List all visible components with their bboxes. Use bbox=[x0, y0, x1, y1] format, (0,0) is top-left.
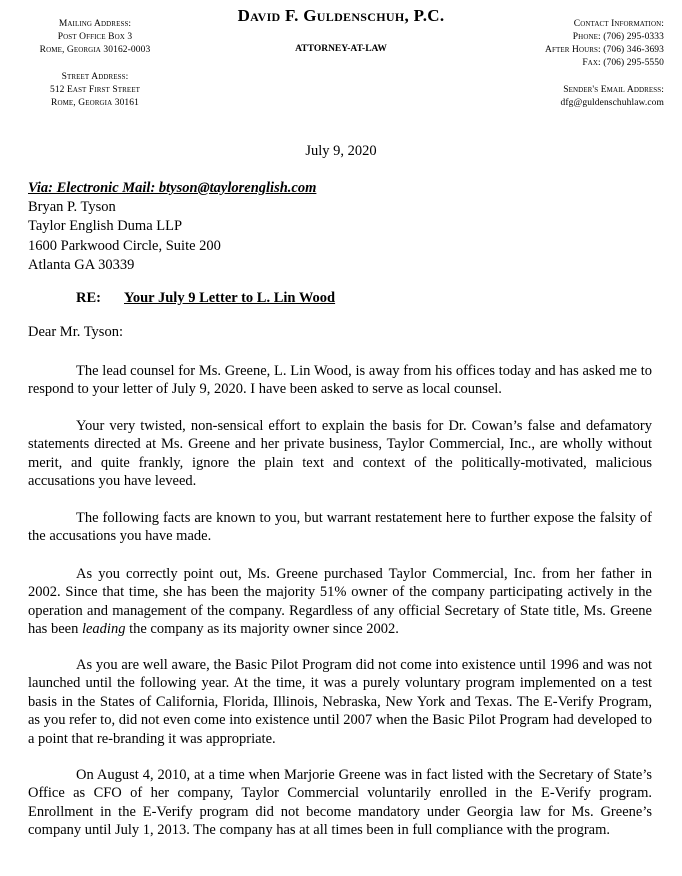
mailing-address-line2: Rome, Georgia 30162-0003 bbox=[39, 45, 151, 55]
street-address-line2: Rome, Georgia 30161 bbox=[51, 98, 139, 108]
body-paragraph-3: The following facts are known to you, but warrant restatement here to further expose the falsity of the accusations you have made. bbox=[28, 510, 652, 545]
recipient-firm: Taylor English Duma LLP bbox=[28, 218, 183, 235]
body-paragraph-1: The lead counsel for Ms. Greene, L. Lin Wood, is away from his offices today and has asked me to respond to your letter of July 9, 2020. I have been asked to serve as local counsel. bbox=[28, 363, 652, 398]
firm-name: David F. Guldenschuh, P.C. bbox=[237, 6, 445, 25]
contact-information bbox=[496, 18, 664, 70]
recipient-city: Atlanta GA 30339 bbox=[28, 256, 135, 273]
mailing-address-label: Mailing Address: bbox=[58, 19, 132, 29]
body-paragraph-4-text-b: the company as its majority owner since 2002. bbox=[125, 621, 399, 638]
recipient-street: 1600 Parkwood Circle, Suite 200 bbox=[28, 237, 221, 254]
delivery-method: Via: Electronic Mail: btyson@taylorenglish.com bbox=[28, 180, 317, 196]
sender-email bbox=[496, 84, 664, 110]
attorney-title: ATTORNEY-AT-LAW bbox=[295, 44, 387, 54]
body-paragraph-4 bbox=[28, 565, 652, 639]
fax-number: Fax: (706) 295-5550 bbox=[582, 58, 664, 68]
mailing-address-line1: Post Office Box 3 bbox=[57, 32, 133, 42]
re-label: RE: bbox=[76, 290, 101, 306]
street-address-line1: 512 East First Street bbox=[49, 85, 140, 95]
street-address bbox=[10, 71, 180, 110]
re-subject: Your July 9 Letter to L. Lin Wood bbox=[124, 290, 336, 306]
body-paragraph-4-text-a: As you correctly point out, Ms. Greene purchased Taylor Commercial, Inc. from her father in 2002. Since that time, she has been the majority 51% owner of the company participating actively in the operation and management of the company. Regardless of any official Secretary of State title, Ms. Greene has been bbox=[28, 566, 652, 638]
sender-email-address: dfg@guldenschuhlaw.com bbox=[560, 98, 664, 108]
phone-number: Phone: (706) 295-0333 bbox=[572, 32, 664, 42]
recipient-block bbox=[28, 179, 316, 275]
body-paragraph-2: Your very twisted, non-sensical effort to explain the basis for Dr. Cowan’s false and defamatory statements directed at Ms. Greene and her private business, Taylor Commercial, Inc., are wholly without merit, and quite frankly, ignore the plain text and context of the politically-motivated, malicious accusations you have leveed. bbox=[28, 418, 652, 490]
salutation: Dear Mr. Tyson: bbox=[28, 324, 123, 340]
after-hours-number: After Hours: (706) 346-3693 bbox=[545, 45, 664, 55]
body-paragraph-5: As you are well aware, the Basic Pilot Program did not come into existence until 1996 and was not launched until the following year. At the time, it was a purely voluntary program implemented on a test basis in the States of California, Florida, Illinois, Nebraska, New York and Texas. The E-Verify Program, as you refer to, did not even come into existence until 2007 when the Basic Pilot Program had developed to a point that re-branding it was appropriate. bbox=[28, 657, 652, 747]
recipient-name: Bryan P. Tyson bbox=[28, 199, 116, 216]
re-line bbox=[76, 290, 336, 307]
street-address-label: Street Address: bbox=[61, 72, 129, 82]
letter-date: July 9, 2020 bbox=[305, 143, 377, 159]
body-paragraph-6: On August 4, 2010, at a time when Marjorie Greene was in fact listed with the Secretary of State’s Office as CFO of her company, Taylor Commercial voluntarily enrolled in the E-Verify program. Enrollment in the E-Verify program did not become mandatory under Georgia law for Ms. Greene’s company until July 1, 2013. The company has at all times been in full compliance with the program. bbox=[28, 767, 652, 839]
contact-label: Contact Information: bbox=[573, 19, 664, 29]
body-paragraph-4-emphasis: leading bbox=[81, 621, 126, 638]
sender-email-label: Sender's Email Address: bbox=[563, 85, 664, 95]
